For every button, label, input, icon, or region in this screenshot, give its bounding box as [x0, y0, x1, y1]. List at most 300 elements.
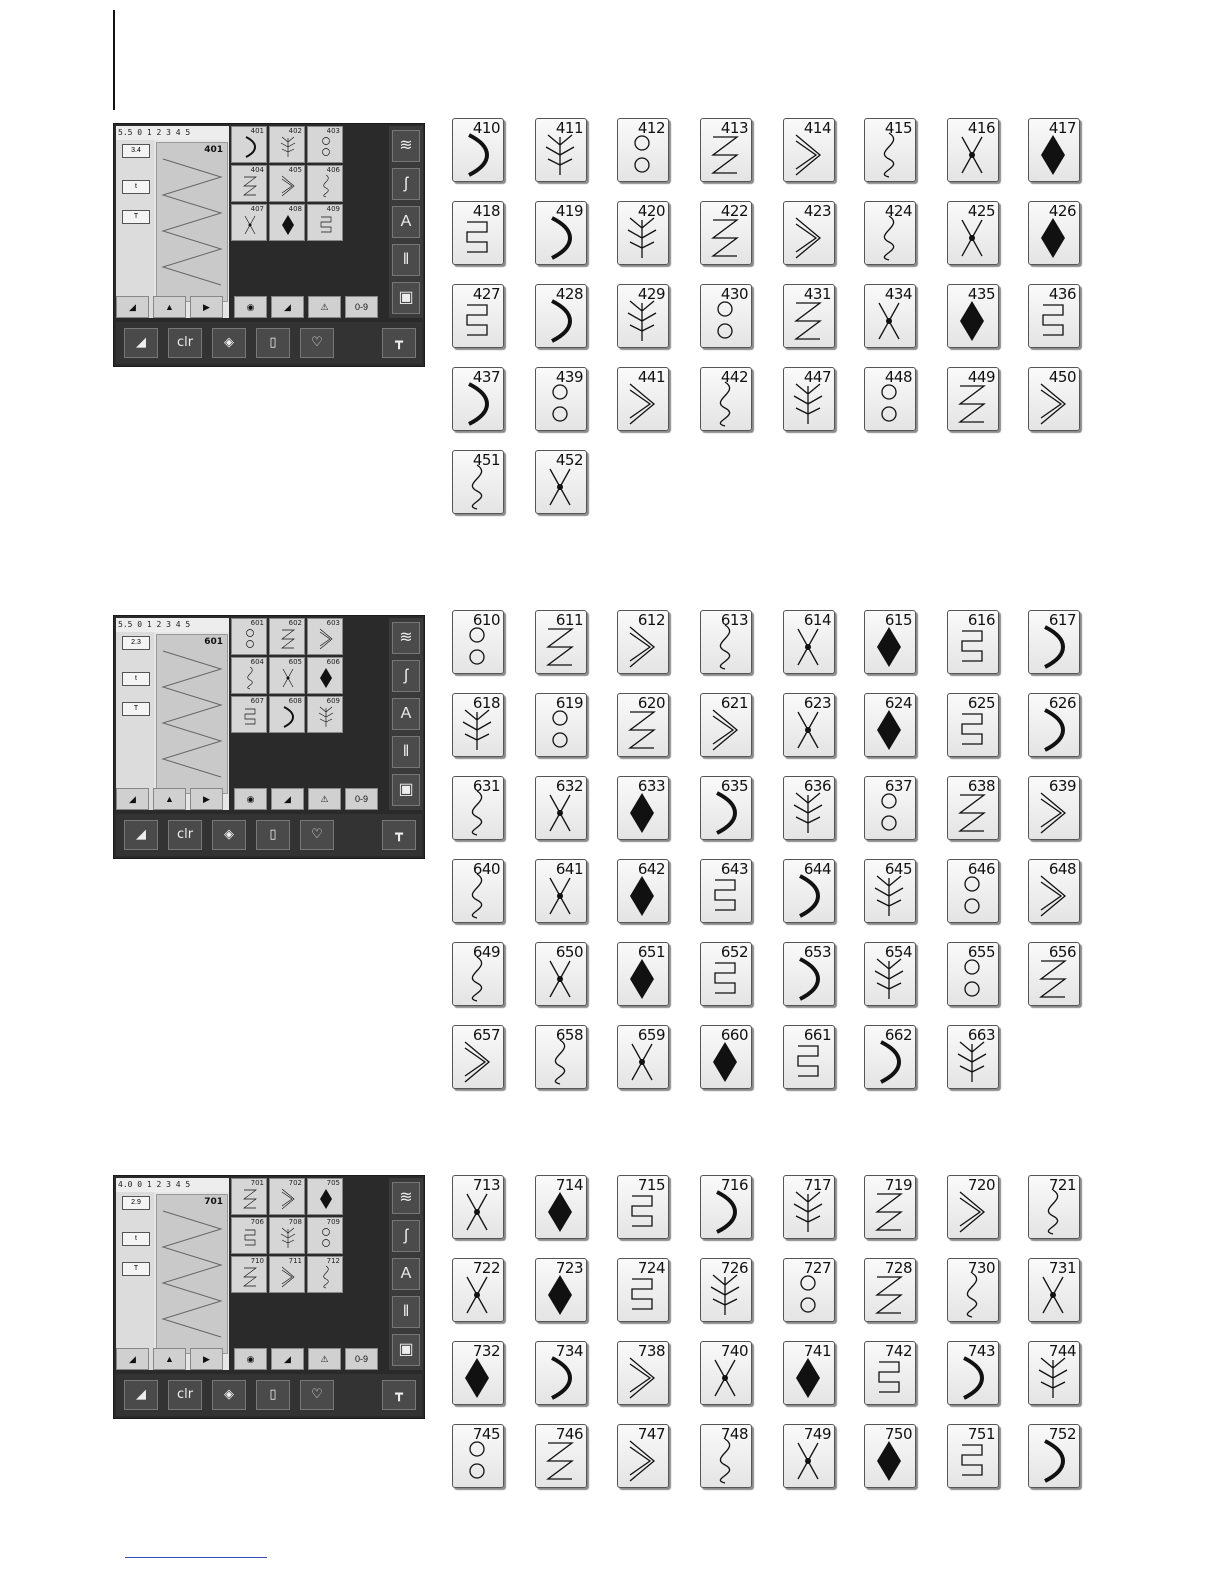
- stitch-tile[interactable]: [1028, 1424, 1080, 1488]
- counter-button[interactable]: 0-9: [345, 788, 378, 810]
- stitch-tile[interactable]: [700, 201, 752, 265]
- screen-stitch-tile[interactable]: [269, 696, 305, 733]
- preview-number: 601: [204, 637, 223, 647]
- stitch-tile[interactable]: [783, 1175, 835, 1239]
- stitch-tile[interactable]: [452, 693, 504, 757]
- stitch-tile[interactable]: [452, 450, 504, 514]
- screen-stitch-tile[interactable]: [307, 204, 343, 241]
- stitch-tile[interactable]: [617, 693, 669, 757]
- screen-tile-number: 406: [326, 166, 340, 174]
- stitch-tile[interactable]: [1028, 1341, 1080, 1405]
- preview-number: 401: [204, 145, 223, 155]
- stitch-pattern-icon: [542, 463, 578, 511]
- stitch-pattern-icon: [624, 1271, 660, 1319]
- stitch-tile[interactable]: [783, 284, 835, 348]
- needle-icon[interactable]: ◢: [124, 1380, 158, 1410]
- stitch-pattern-icon: [624, 623, 660, 671]
- stitch-tile[interactable]: [452, 776, 504, 840]
- stitch-tile[interactable]: [535, 1025, 587, 1089]
- presser-foot-icon[interactable]: ┳: [382, 1380, 416, 1410]
- screen-tile-number: 705: [326, 1179, 340, 1187]
- stitch-number: 716: [720, 1176, 748, 1194]
- stitch-tile[interactable]: [947, 1258, 999, 1322]
- stitch-number: 426: [1048, 202, 1076, 220]
- favorite-icon[interactable]: ♡: [300, 820, 334, 850]
- stitch-pattern-icon: [624, 214, 660, 262]
- stitch-number: 731: [1048, 1259, 1076, 1277]
- screen-tile-number: 408: [288, 205, 302, 213]
- stitch-tile[interactable]: [864, 1175, 916, 1239]
- stitch-pattern-icon: [871, 1038, 907, 1086]
- stitch-tile[interactable]: [947, 776, 999, 840]
- stitch-tile[interactable]: [535, 610, 587, 674]
- stitch-icon: [240, 705, 260, 729]
- stitch-number: 742: [884, 1342, 912, 1360]
- stitch-tile[interactable]: [452, 1424, 504, 1488]
- stitch-tile[interactable]: [1028, 610, 1080, 674]
- stitch-number: 637: [884, 777, 912, 795]
- screen-stitch-tile[interactable]: [231, 204, 267, 241]
- buttonhole-icon[interactable]: ‖: [392, 1296, 420, 1328]
- stitch-tile[interactable]: [783, 1258, 835, 1322]
- stitch-tile[interactable]: [452, 201, 504, 265]
- stitch-tile[interactable]: [535, 776, 587, 840]
- stitch-number: 413: [720, 119, 748, 137]
- stitch-tile[interactable]: [617, 776, 669, 840]
- stitch-tile[interactable]: [1028, 201, 1080, 265]
- needle-stop-button[interactable]: ◢: [271, 788, 304, 810]
- stitch-tile[interactable]: [1028, 367, 1080, 431]
- stitch-tile[interactable]: [783, 859, 835, 923]
- stitch-tile[interactable]: [947, 201, 999, 265]
- screen-tile-number: 409: [326, 205, 340, 213]
- mirror-up-button[interactable]: ▲: [153, 1348, 186, 1370]
- stitch-tile[interactable]: [700, 284, 752, 348]
- stitch-tile[interactable]: [700, 610, 752, 674]
- stitch-icon: [240, 627, 260, 651]
- screen-stitch-tile[interactable]: [307, 696, 343, 733]
- screen-stitch-tile[interactable]: [307, 657, 343, 694]
- machine-screen: [113, 1175, 425, 1419]
- stitch-tile[interactable]: [452, 367, 504, 431]
- stitch-tile[interactable]: [864, 1341, 916, 1405]
- stitch-pattern-icon: [1035, 214, 1071, 262]
- screen-tile-number: 603: [326, 619, 340, 627]
- tutorial-icon[interactable]: ▯: [256, 328, 290, 358]
- stitch-tile[interactable]: [452, 1258, 504, 1322]
- quilt-icon[interactable]: ▣: [392, 774, 420, 806]
- tutorial-icon[interactable]: ▯: [256, 1380, 290, 1410]
- stitch-number: 418: [472, 202, 500, 220]
- stitch-pattern-icon: [707, 706, 743, 754]
- stitch-tile[interactable]: [783, 610, 835, 674]
- screen-stitch-tile[interactable]: [231, 1178, 267, 1215]
- stitch-number: 424: [884, 202, 912, 220]
- stitch-tile[interactable]: [1028, 693, 1080, 757]
- stitch-tile[interactable]: [783, 776, 835, 840]
- stitch-preview-icon: [159, 647, 225, 791]
- counter-button[interactable]: 0-9: [345, 1348, 378, 1370]
- favorite-icon[interactable]: ♡: [300, 1380, 334, 1410]
- practical-stitch-icon[interactable]: ≋: [392, 622, 420, 654]
- stitch-number: 713: [472, 1176, 500, 1194]
- mirror-right-button[interactable]: ▶: [190, 296, 223, 318]
- needle-stop-button[interactable]: ◢: [271, 296, 304, 318]
- stitch-tile[interactable]: [864, 859, 916, 923]
- stitch-pattern-icon: [624, 131, 660, 179]
- stitch-number: 437: [472, 368, 500, 386]
- setup-icon[interactable]: ◈: [212, 1380, 246, 1410]
- stitch-number: 635: [720, 777, 748, 795]
- stitch-tile[interactable]: [617, 1025, 669, 1089]
- screen-stitch-tile[interactable]: [307, 1178, 343, 1215]
- stitch-tile[interactable]: [947, 284, 999, 348]
- stitch-tile[interactable]: [452, 610, 504, 674]
- warning-icon[interactable]: ⚠: [308, 296, 341, 318]
- stitch-tile[interactable]: [452, 942, 504, 1006]
- stitch-number: 663: [967, 1026, 995, 1044]
- stitch-tile[interactable]: [947, 1025, 999, 1089]
- stitch-tile[interactable]: [452, 1025, 504, 1089]
- screen-stitch-tile[interactable]: [231, 618, 267, 655]
- stitch-tile[interactable]: [535, 1424, 587, 1488]
- screen-stitch-tile[interactable]: [269, 1217, 305, 1254]
- stitch-tile[interactable]: [864, 693, 916, 757]
- stitch-tile[interactable]: [1028, 284, 1080, 348]
- stitch-tile[interactable]: [783, 693, 835, 757]
- stitch-tile[interactable]: [700, 367, 752, 431]
- mirror-right-button[interactable]: ▶: [190, 1348, 223, 1370]
- stitch-tile[interactable]: [700, 1424, 752, 1488]
- stitch-number: 620: [637, 694, 665, 712]
- stitch-tile[interactable]: [947, 367, 999, 431]
- screen-stitch-tile[interactable]: [269, 618, 305, 655]
- stitch-tile[interactable]: [783, 1025, 835, 1089]
- screen-stitch-tile[interactable]: [307, 1256, 343, 1293]
- stitch-number: 428: [555, 285, 583, 303]
- stitch-tile[interactable]: [452, 118, 504, 182]
- stitch-number: 417: [1048, 119, 1076, 137]
- counter-button[interactable]: 0-9: [345, 296, 378, 318]
- stitch-pattern-icon: [624, 380, 660, 428]
- quilt-icon[interactable]: ▣: [392, 282, 420, 314]
- needle-stop-button[interactable]: ◢: [271, 1348, 304, 1370]
- stitch-pattern-icon: [790, 1188, 826, 1236]
- stitch-number: 414: [803, 119, 831, 137]
- clear-icon[interactable]: clr: [168, 328, 202, 358]
- stitch-number: 410: [472, 119, 500, 137]
- stitch-tile[interactable]: [700, 1025, 752, 1089]
- warning-icon[interactable]: ⚠: [308, 1348, 341, 1370]
- screen-stitch-tile[interactable]: [231, 657, 267, 694]
- stitch-tile[interactable]: [783, 118, 835, 182]
- stitch-pattern-icon: [790, 872, 826, 920]
- stitch-tile[interactable]: [617, 1258, 669, 1322]
- stitch-number: 723: [555, 1259, 583, 1277]
- screen-stitch-tile[interactable]: [269, 126, 305, 163]
- decorative-stitch-icon[interactable]: ʃ: [392, 1220, 420, 1252]
- screen-stitch-tile[interactable]: [231, 126, 267, 163]
- stitch-tile[interactable]: [947, 610, 999, 674]
- stitch-number: 662: [884, 1026, 912, 1044]
- mirror-right-button[interactable]: ▶: [190, 788, 223, 810]
- stitch-tile[interactable]: [535, 284, 587, 348]
- stitch-number: 746: [555, 1425, 583, 1443]
- mirror-up-button[interactable]: ▲: [153, 296, 186, 318]
- clear-icon[interactable]: clr: [168, 820, 202, 850]
- stitch-tile[interactable]: [783, 367, 835, 431]
- screen-stitch-tile[interactable]: [307, 165, 343, 202]
- buttonhole-icon[interactable]: ‖: [392, 244, 420, 276]
- stitch-pattern-icon: [707, 297, 743, 345]
- stitch-pattern-icon: [1035, 623, 1071, 671]
- stitch-tile[interactable]: [947, 859, 999, 923]
- screen-tile-number: 601: [250, 619, 264, 627]
- stitch-tile[interactable]: [535, 942, 587, 1006]
- stitch-tile[interactable]: [452, 859, 504, 923]
- stitch-tile[interactable]: [864, 118, 916, 182]
- stitch-tile[interactable]: [535, 1175, 587, 1239]
- stitch-tile[interactable]: [535, 1341, 587, 1405]
- stitch-tile[interactable]: [1028, 942, 1080, 1006]
- stitch-tile[interactable]: [864, 610, 916, 674]
- stitch-tile[interactable]: [535, 1258, 587, 1322]
- stitch-number: 618: [472, 694, 500, 712]
- setup-icon[interactable]: ◈: [212, 328, 246, 358]
- stitch-tile[interactable]: [700, 942, 752, 1006]
- stitch-pattern-icon: [707, 789, 743, 837]
- stitch-number: 724: [637, 1259, 665, 1277]
- stitch-tile[interactable]: [535, 693, 587, 757]
- stitch-pattern-icon: [707, 872, 743, 920]
- stitch-number: 740: [720, 1342, 748, 1360]
- tutorial-icon[interactable]: ▯: [256, 820, 290, 850]
- screen-stitch-tile[interactable]: [231, 696, 267, 733]
- eye-icon[interactable]: ◉: [234, 1348, 267, 1370]
- stitch-number: 442: [720, 368, 748, 386]
- stitch-tile[interactable]: [783, 201, 835, 265]
- stitch-tile[interactable]: [864, 201, 916, 265]
- stitch-tile[interactable]: [947, 118, 999, 182]
- mode-column: [389, 618, 423, 810]
- stitch-number: 416: [967, 119, 995, 137]
- stitch-tile[interactable]: [1028, 1175, 1080, 1239]
- stitch-pattern-icon: [707, 1354, 743, 1402]
- stitch-tile[interactable]: [617, 942, 669, 1006]
- quilt-icon[interactable]: ▣: [392, 1334, 420, 1366]
- alphabet-icon[interactable]: A: [392, 1258, 420, 1290]
- practical-stitch-icon[interactable]: ≋: [392, 1182, 420, 1214]
- stitch-tile[interactable]: [535, 367, 587, 431]
- buttonhole-icon[interactable]: ‖: [392, 736, 420, 768]
- tension-marker-2: T: [122, 210, 150, 224]
- presser-foot-icon[interactable]: ┳: [382, 328, 416, 358]
- stitch-tile[interactable]: [452, 1175, 504, 1239]
- stitch-tile[interactable]: [617, 1175, 669, 1239]
- stitch-number: 654: [884, 943, 912, 961]
- stitch-tile[interactable]: [700, 1258, 752, 1322]
- mirror-left-button[interactable]: ◢: [116, 296, 149, 318]
- stitch-number: 638: [967, 777, 995, 795]
- stitch-tile[interactable]: [617, 610, 669, 674]
- stitch-number: 624: [884, 694, 912, 712]
- stitch-tile[interactable]: [617, 1424, 669, 1488]
- screen-tile-number: 711: [288, 1257, 302, 1265]
- stitch-tile[interactable]: [783, 942, 835, 1006]
- stitch-pattern-icon: [542, 955, 578, 1003]
- stitch-tile[interactable]: [864, 776, 916, 840]
- stitch-tile[interactable]: [783, 1424, 835, 1488]
- stitch-pattern-icon: [790, 297, 826, 345]
- stitch-tile[interactable]: [864, 367, 916, 431]
- stitch-tile[interactable]: [864, 1025, 916, 1089]
- stitch-tile[interactable]: [700, 776, 752, 840]
- stitch-icon: [240, 135, 260, 159]
- tension-marker: t: [122, 180, 150, 194]
- stitch-pattern-icon: [707, 380, 743, 428]
- stitch-tile[interactable]: [864, 942, 916, 1006]
- stitch-number: 449: [967, 368, 995, 386]
- stitch-number: 721: [1048, 1176, 1076, 1194]
- mirror-up-button[interactable]: ▲: [153, 788, 186, 810]
- stitch-number: 644: [803, 860, 831, 878]
- stitch-tile[interactable]: [535, 201, 587, 265]
- stitch-tile[interactable]: [617, 284, 669, 348]
- screen-info-panel: [116, 618, 229, 810]
- stitch-number: 657: [472, 1026, 500, 1044]
- screen-stitch-tile[interactable]: [231, 1256, 267, 1293]
- stitch-tile[interactable]: [617, 201, 669, 265]
- favorite-icon[interactable]: ♡: [300, 328, 334, 358]
- decorative-stitch-icon[interactable]: ʃ: [392, 660, 420, 692]
- presser-foot-icon[interactable]: ┳: [382, 820, 416, 850]
- screen-stitch-tile[interactable]: [269, 657, 305, 694]
- stitch-tile[interactable]: [535, 118, 587, 182]
- stitch-number: 738: [637, 1342, 665, 1360]
- stitch-pattern-icon: [624, 297, 660, 345]
- stitch-tile[interactable]: [864, 1424, 916, 1488]
- stitch-tile[interactable]: [700, 1175, 752, 1239]
- stitch-icon: [316, 666, 336, 690]
- bottom-toolbar: [116, 1374, 422, 1416]
- stitch-pattern-icon: [624, 1188, 660, 1236]
- stitch-tile[interactable]: [700, 1341, 752, 1405]
- stitch-tile[interactable]: [700, 859, 752, 923]
- stitch-tile[interactable]: [947, 693, 999, 757]
- stitch-tile[interactable]: [452, 284, 504, 348]
- stitch-tile[interactable]: [452, 1341, 504, 1405]
- screen-stitch-grid: [231, 126, 381, 318]
- stitch-pattern-icon: [707, 1271, 743, 1319]
- stitch-number: 648: [1048, 860, 1076, 878]
- alphabet-icon[interactable]: A: [392, 206, 420, 238]
- stitch-tile[interactable]: [947, 1175, 999, 1239]
- screen-stitch-tile[interactable]: [231, 1217, 267, 1254]
- stitch-icon: [278, 135, 298, 159]
- stitch-icon: [240, 174, 260, 198]
- screen-stitch-tile[interactable]: [269, 1178, 305, 1215]
- needle-icon[interactable]: ◢: [124, 820, 158, 850]
- stitch-number: 652: [720, 943, 748, 961]
- warning-icon[interactable]: ⚠: [308, 788, 341, 810]
- stitch-tile[interactable]: [947, 1341, 999, 1405]
- stitch-number: 744: [1048, 1342, 1076, 1360]
- stitch-tile[interactable]: [947, 1424, 999, 1488]
- screen-tile-number: 708: [288, 1218, 302, 1226]
- clear-icon[interactable]: clr: [168, 1380, 202, 1410]
- stitch-pattern-icon: [459, 297, 495, 345]
- stitch-tile[interactable]: [535, 450, 587, 514]
- stitch-icon: [240, 1226, 260, 1250]
- stitch-pattern-icon: [1035, 706, 1071, 754]
- practical-stitch-icon[interactable]: ≋: [392, 130, 420, 162]
- stitch-icon: [278, 213, 298, 237]
- stitch-tile[interactable]: [1028, 859, 1080, 923]
- stitch-tile[interactable]: [864, 1258, 916, 1322]
- stitch-number: 415: [884, 119, 912, 137]
- stitch-number: 656: [1048, 943, 1076, 961]
- eye-icon[interactable]: ◉: [234, 296, 267, 318]
- stitch-pattern-icon: [790, 214, 826, 262]
- stitch-tile[interactable]: [535, 859, 587, 923]
- stitch-pattern-icon: [871, 1188, 907, 1236]
- needle-icon[interactable]: ◢: [124, 328, 158, 358]
- screen-stitch-tile[interactable]: [269, 1256, 305, 1293]
- stitch-tile[interactable]: [617, 859, 669, 923]
- stitch-pattern-icon: [1035, 297, 1071, 345]
- stitch-tile[interactable]: [1028, 118, 1080, 182]
- mirror-left-button[interactable]: ◢: [116, 788, 149, 810]
- stitch-tile[interactable]: [1028, 776, 1080, 840]
- footer-rule: [125, 1557, 267, 1558]
- stitch-number: 643: [720, 860, 748, 878]
- screen-stitch-tile[interactable]: [307, 618, 343, 655]
- screen-stitch-tile[interactable]: [231, 165, 267, 202]
- stitch-tile[interactable]: [617, 1341, 669, 1405]
- stitch-pattern-icon: [459, 1437, 495, 1485]
- stitch-number: 661: [803, 1026, 831, 1044]
- alphabet-icon[interactable]: A: [392, 698, 420, 730]
- screen-stitch-tile[interactable]: [307, 1217, 343, 1254]
- screen-tile-number: 606: [326, 658, 340, 666]
- stitch-pattern-icon: [1035, 1188, 1071, 1236]
- stitch-pattern-icon: [707, 623, 743, 671]
- stitch-tile[interactable]: [783, 1341, 835, 1405]
- setup-icon[interactable]: ◈: [212, 820, 246, 850]
- stitch-tile[interactable]: [617, 118, 669, 182]
- mirror-left-button[interactable]: ◢: [116, 1348, 149, 1370]
- stitch-icon: [240, 1265, 260, 1289]
- stitch-tile[interactable]: [864, 284, 916, 348]
- stitch-tile[interactable]: [1028, 1258, 1080, 1322]
- screen-stitch-tile[interactable]: [307, 126, 343, 163]
- stitch-pattern-icon: [871, 380, 907, 428]
- stitch-tile[interactable]: [617, 367, 669, 431]
- screen-stitch-tile[interactable]: [269, 165, 305, 202]
- stitch-tile[interactable]: [700, 693, 752, 757]
- stitch-pattern-icon: [790, 623, 826, 671]
- screen-stitch-tile[interactable]: [269, 204, 305, 241]
- tension-marker-2: T: [122, 702, 150, 716]
- stitch-tile[interactable]: [947, 942, 999, 1006]
- eye-icon[interactable]: ◉: [234, 788, 267, 810]
- stitch-number: 448: [884, 368, 912, 386]
- stitch-icon: [316, 1187, 336, 1211]
- stitch-pattern-icon: [1035, 1271, 1071, 1319]
- stitch-number: 621: [720, 694, 748, 712]
- decorative-stitch-icon[interactable]: ʃ: [392, 168, 420, 200]
- stitch-tile[interactable]: [700, 118, 752, 182]
